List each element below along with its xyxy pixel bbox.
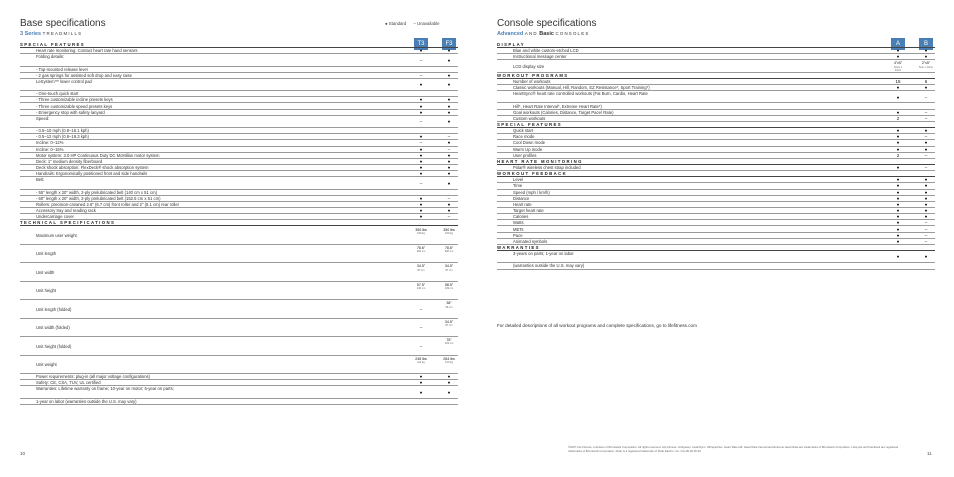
spec-value: – <box>924 115 928 121</box>
spec-value-metric: 159 kg <box>445 231 453 235</box>
spec-value: ● <box>447 374 451 380</box>
spec-value: ● <box>924 48 928 54</box>
legend-unavailable: – Unavailable <box>413 21 440 26</box>
spec-value: ● <box>447 380 451 386</box>
spec-value: ● <box>419 214 423 220</box>
spec-value-main: 34.5" <box>416 264 426 269</box>
spec-value: ● <box>924 128 928 134</box>
spec-value: ● <box>896 165 900 170</box>
section-title: WARRANTIES <box>497 244 540 250</box>
spec-value: – <box>924 165 928 170</box>
spec-label: Calories <box>513 214 529 220</box>
spec-value: ● <box>924 195 928 201</box>
spec-value: ● <box>896 238 900 244</box>
advanced-label: Advanced <box>497 31 524 37</box>
spec-value <box>414 356 428 364</box>
spec-value: ● <box>896 183 900 189</box>
column-header-t3: T3 <box>414 38 428 50</box>
spec-value: ● <box>924 214 928 220</box>
spec-label: Incline: 0–12% <box>36 140 64 146</box>
spec-label: Rollers: precision-crowned 2.6" (6.7 cm) front roller and 2" (5.1 cm) rear roller <box>36 201 180 207</box>
spec-value: ● <box>924 189 928 195</box>
spec-value: ● <box>447 57 451 63</box>
spec-value: ● <box>447 119 451 125</box>
spec-label: Heart rate monitoring: Contact heart rate hand sensors <box>36 48 138 54</box>
spec-value: ● <box>447 82 451 88</box>
spec-value-metric: 193 cm <box>444 342 454 346</box>
spec-value: ● <box>896 109 900 115</box>
spec-value-metric: 87 cm <box>417 268 425 272</box>
spec-label: Accessory tray and reading rack <box>36 208 96 214</box>
spec-value: ● <box>419 82 423 88</box>
spec-value: ● <box>419 109 423 115</box>
spec-row <box>497 60 935 72</box>
page-number: 10 <box>20 451 26 456</box>
spec-value: – <box>419 306 423 312</box>
spec-value <box>414 227 428 235</box>
spec-value: ● <box>419 374 423 380</box>
spec-value: ● <box>896 214 900 220</box>
spec-value: ● <box>419 146 423 152</box>
section-title: DISPLAY <box>497 42 526 47</box>
section-title: TECHNICAL SPECIFICATIONS <box>20 220 116 226</box>
spec-value: ● <box>924 140 928 146</box>
spec-value: 2 <box>896 152 900 158</box>
spec-label: 3-years on parts; 1-year on labor <box>513 251 574 257</box>
spec-label: Unit height (folded) <box>36 343 72 349</box>
spec-value: – <box>447 146 451 152</box>
spec-value-metric: 146 cm <box>416 287 426 291</box>
spec-label: Cool Down mode <box>513 140 546 146</box>
spec-value: – <box>924 220 928 226</box>
spec-label: Unit length (folded) <box>36 306 72 312</box>
spec-value-main: 245 lbs <box>415 356 427 361</box>
footer-note: For detailed descriptions of all workout programs and complete specifications, go to lifefitness.com <box>497 323 697 328</box>
spec-label: Deck: 1" medium density fiberboard <box>36 158 103 164</box>
column-header-a: A <box>891 38 905 50</box>
spec-value <box>919 60 933 68</box>
spec-label: Time <box>513 183 523 189</box>
spec-row <box>497 91 935 103</box>
legal-text: ©2007 Life Fitness, a division of Brunswick Corporation. All rights reserved. Life Fitness, GoSystem, HeartSync, WhisperFlex, Heart Rate Hill, Heart Rate Interval and Extreme Heart Rate are trademarks of Brunswick Corporation. Lifecycle and FlexDeck are registered trademarks of Brunswick Corporation. Polar is a registered trademark of Polar Electro, Inc. GG-06-02 06-20 <box>568 445 899 453</box>
spec-value-metric: 87 cm <box>445 268 453 272</box>
spec-value: – <box>419 140 423 146</box>
spec-value: – <box>924 94 928 100</box>
spec-label: LCD display size <box>513 63 545 69</box>
spec-value: – <box>419 325 423 331</box>
spec-label: Instructional message center <box>513 54 567 60</box>
spec-value: ● <box>419 171 423 177</box>
spec-label: Unit weight <box>36 362 57 368</box>
spec-value: ● <box>447 165 451 170</box>
column-header-b: B <box>919 38 933 50</box>
spec-value: ● <box>447 140 451 146</box>
spec-value: ● <box>447 109 451 115</box>
spec-value: ● <box>896 54 900 60</box>
spec-value: ● <box>419 201 423 207</box>
spec-value: – <box>419 343 423 349</box>
spec-value: ● <box>447 201 451 207</box>
spec-label: Belt: <box>36 177 45 183</box>
spec-value: ● <box>896 146 900 152</box>
spec-value: ● <box>896 201 900 207</box>
spec-value: ● <box>896 128 900 134</box>
spec-value: ● <box>419 165 423 170</box>
spec-value: ● <box>419 152 423 158</box>
spec-row <box>20 282 458 300</box>
spec-value: ● <box>924 183 928 189</box>
spec-value: 15 <box>895 78 901 84</box>
spec-row <box>20 399 458 405</box>
spec-value: 2 <box>896 115 900 121</box>
spec-value <box>442 245 456 253</box>
spec-value: ● <box>419 97 423 103</box>
spec-value <box>891 60 905 71</box>
spec-value: ● <box>896 232 900 238</box>
spec-value-main: 350 lbs <box>415 227 427 232</box>
spec-value: ● <box>419 158 423 164</box>
spec-label: Goal workouts (Calories, Distance, Target Pace/ Rate) <box>513 109 614 115</box>
spec-value: ● <box>447 208 451 214</box>
spec-label: Handrails: Ergonomically positioned front and side handrails <box>36 171 148 177</box>
basic-label: Basic <box>539 31 554 37</box>
spec-label: - Three customizable incline presets keys <box>36 97 113 103</box>
spec-value-main: 350 lbs <box>443 227 455 232</box>
spec-value <box>442 263 456 271</box>
spec-value <box>442 319 456 327</box>
spec-row <box>497 263 935 269</box>
spec-value-main: 58.5" <box>444 282 454 287</box>
spec-value: ● <box>896 177 900 183</box>
spec-value: – <box>924 152 928 158</box>
spec-row <box>20 245 458 263</box>
spec-value: ● <box>447 152 451 158</box>
spec-row <box>20 300 458 318</box>
spec-value <box>414 263 428 271</box>
section-title: WORKOUT PROGRAMS <box>497 72 569 78</box>
spec-value: – <box>419 180 423 186</box>
spec-label: 1-year on labor (warranties outside the U.S. may vary) <box>36 398 137 404</box>
spec-value: – <box>447 134 451 140</box>
spec-row <box>20 319 458 337</box>
spec-label: Heart rate <box>513 201 532 207</box>
section-title: SPECIAL FEATURES <box>497 121 562 127</box>
spec-value: ● <box>924 208 928 214</box>
spec-value: ● <box>447 72 451 78</box>
spec-row <box>20 263 458 281</box>
page-number: 11 <box>927 451 932 456</box>
spec-label: Blue and white custom-etched LCD <box>513 48 579 54</box>
spec-value-metric: 111 kg <box>417 360 425 364</box>
spec-label: METs <box>513 226 524 232</box>
spec-value-main: 2"x5" <box>921 61 931 66</box>
spec-label: Target heart rate <box>513 208 544 214</box>
spec-label: Power requirements: plug-in (all major voltage configurations) <box>36 374 151 380</box>
spec-value-main: 38" <box>446 301 452 306</box>
spec-value-main: 264 lbs <box>443 356 455 361</box>
spec-row <box>20 54 458 66</box>
spec-label: (warranties outside the U.S. may vary) <box>513 263 585 269</box>
spec-value: ● <box>447 158 451 164</box>
spec-value: ● <box>419 380 423 386</box>
spec-label: Animated symbols <box>513 238 548 244</box>
spec-label: - 55" length x 20" width, 2-ply prelubricated belt (140 cm x 51 cm) <box>36 189 157 195</box>
spec-value: – <box>924 226 928 232</box>
spec-label: Classic workouts (Manual, Hill, Random, EZ Resistance*, Sport Training*) <box>513 85 650 91</box>
spec-row <box>20 79 458 91</box>
right-page <box>477 0 954 477</box>
spec-label: Number of workouts <box>513 78 551 84</box>
spec-label: Race mode <box>513 134 535 140</box>
spec-value: – <box>419 57 423 63</box>
spec-label: - 60" length x 20" width, 2-ply prelubricated belt (152.5 cm x 51 cm) <box>36 195 161 201</box>
page-title: Console specifications <box>497 18 597 29</box>
spec-label: Polar® wireless chest strap included <box>513 165 581 170</box>
spec-value: ● <box>896 220 900 226</box>
spec-value: ● <box>896 85 900 91</box>
section-title: HEART RATE MONITORING <box>497 158 583 164</box>
spec-value: ● <box>896 140 900 146</box>
spec-value: ● <box>419 134 423 140</box>
spec-value-metric: 87 cm <box>445 323 453 327</box>
spec-value-metric: 10cm x 13cm <box>893 65 903 72</box>
spec-value: – <box>924 238 928 244</box>
page-subtitle <box>497 31 589 37</box>
spec-value-metric: 200 cm <box>444 250 454 254</box>
spec-value-main: 78.6" <box>416 245 426 250</box>
spec-row <box>20 116 458 128</box>
spec-value: ● <box>419 389 423 395</box>
spec-value <box>414 245 428 253</box>
spec-value: ● <box>447 389 451 395</box>
spec-value: ● <box>447 103 451 109</box>
spec-row <box>20 337 458 355</box>
spec-value: – <box>924 134 928 140</box>
spec-row <box>20 177 458 189</box>
spec-label: Warranties: Lifetime warranty on frame; 10-year on motor; 5-year on parts; <box>36 386 174 392</box>
spec-value: ● <box>896 48 900 54</box>
spec-label: User profiles <box>513 152 537 158</box>
spec-value: ● <box>924 201 928 207</box>
consoles-label: CONSOLES <box>555 31 590 36</box>
spec-value-main: 4"x5" <box>893 61 903 66</box>
spec-value: ● <box>896 226 900 232</box>
spec-value: ● <box>447 48 451 54</box>
spec-value: ● <box>419 103 423 109</box>
spec-label: HeartSync® heart rate controlled workouts (Fat Burn, Cardio, Heart Rate <box>513 91 648 97</box>
spec-label: Safety: CE, CSA, TUV, UL certified <box>36 380 101 386</box>
spec-row <box>497 251 935 263</box>
spec-value-main: 78.6" <box>444 245 454 250</box>
spec-value: ● <box>447 171 451 177</box>
spec-value: 6 <box>924 78 928 84</box>
spec-value: ● <box>447 97 451 103</box>
spec-label: Custom workouts <box>513 115 546 121</box>
series-caps: TREADMILLS <box>42 31 83 36</box>
spec-value: – <box>447 214 451 220</box>
spec-row <box>20 227 458 245</box>
spec-value: ● <box>419 208 423 214</box>
spec-label: Unit height <box>36 288 57 294</box>
spec-value: ● <box>896 195 900 201</box>
spec-label: Distance <box>513 195 530 201</box>
spec-value: ● <box>924 177 928 183</box>
spec-label: Undercarriage cover <box>36 214 74 220</box>
spec-label: - Three customizable speed presets keys <box>36 103 113 109</box>
spec-value-main: 34.5" <box>444 264 454 269</box>
spec-value-metric: 96 cm <box>445 305 453 309</box>
spec-label: Speed: <box>36 115 50 121</box>
spec-value: – <box>924 232 928 238</box>
spec-value-main: 76" <box>446 338 452 343</box>
spec-label: Motor system: 3.0 HP Continuous Duty DC McMillan motor system <box>36 152 160 158</box>
spec-value: – <box>419 119 423 125</box>
spec-label: Folding details: <box>36 54 65 60</box>
spec-value: ● <box>896 189 900 195</box>
spec-value: ● <box>896 254 900 260</box>
spec-label: - One-touch quick start <box>36 91 79 97</box>
spec-value: – <box>924 109 928 115</box>
spec-value: – <box>447 195 451 201</box>
spec-row <box>20 356 458 374</box>
spec-label: Deck shock absorption: FlexDeck® shock absorption system <box>36 165 149 170</box>
spec-label: Unit width (folded) <box>36 325 70 331</box>
spec-value: ● <box>419 195 423 201</box>
spec-value <box>414 282 428 290</box>
spec-label: LeSystem™ lower control pad <box>36 78 92 84</box>
spec-label: Speed (mph / km/h) <box>513 189 550 195</box>
spec-value-metric: 120 kg <box>445 360 453 364</box>
spec-label: - 2 gas springs for assisted soft drop and easy raise <box>36 72 132 78</box>
spec-value: ● <box>924 146 928 152</box>
spec-label: Incline: 0–15% <box>36 146 64 152</box>
spec-row <box>20 386 458 398</box>
section-title: WORKOUT FEEDBACK <box>497 171 568 177</box>
spec-value: ● <box>419 48 423 54</box>
spec-value-main: 34.5" <box>444 319 454 324</box>
spec-value <box>442 282 456 290</box>
spec-value <box>442 356 456 364</box>
legend-standard: ● Standard <box>385 21 407 26</box>
spec-label: Hill*, Heart Rate Interval*, Extreme Heart Rate*) <box>513 103 602 109</box>
section-title: SPECIAL FEATURES <box>20 42 85 47</box>
spec-label: Warm Up mode <box>513 146 543 152</box>
spec-value-main: 57.5" <box>416 282 426 287</box>
spec-value-metric: 159 kg <box>417 231 425 235</box>
spec-value: ● <box>924 54 928 60</box>
spec-value <box>442 227 456 235</box>
spec-value-metric: 5cm x 13cm <box>919 65 933 69</box>
spec-label: Unit width <box>36 269 55 275</box>
spec-label: - Top-mounted release lever <box>36 66 89 72</box>
spec-value: ● <box>896 94 900 100</box>
spec-value: – <box>419 72 423 78</box>
spec-label: Level <box>513 177 524 183</box>
spec-value <box>442 300 456 308</box>
column-header-f3: F3 <box>442 38 456 50</box>
spec-label: - Emergency stop with safety lanyard <box>36 109 105 115</box>
page-subtitle <box>20 31 82 37</box>
legend <box>385 21 445 26</box>
spec-label: Watts <box>513 220 524 226</box>
spec-value: ● <box>896 134 900 140</box>
and-label: AND <box>524 31 538 36</box>
spec-label: Pace <box>513 232 523 238</box>
spec-label: - 0.5–10 mph (0.8–16.1 kph) <box>36 128 89 134</box>
spec-value: ● <box>924 85 928 91</box>
spec-value: ● <box>924 254 928 260</box>
spec-value: ● <box>447 180 451 186</box>
spec-label: Unit length <box>36 251 57 257</box>
spec-label: Maximum user weight <box>36 232 77 238</box>
spec-label: Quick start <box>513 128 534 134</box>
series-name: 3 Series <box>20 31 42 37</box>
spec-value-metric: 200 cm <box>416 250 426 254</box>
spec-value: ● <box>896 208 900 214</box>
spec-label: - 0.5–12 mph (0.8–19.3 kph) <box>36 134 89 140</box>
spec-value <box>442 337 456 345</box>
page-title: Base specifications <box>20 18 106 29</box>
spec-value-metric: 149 cm <box>444 287 454 291</box>
